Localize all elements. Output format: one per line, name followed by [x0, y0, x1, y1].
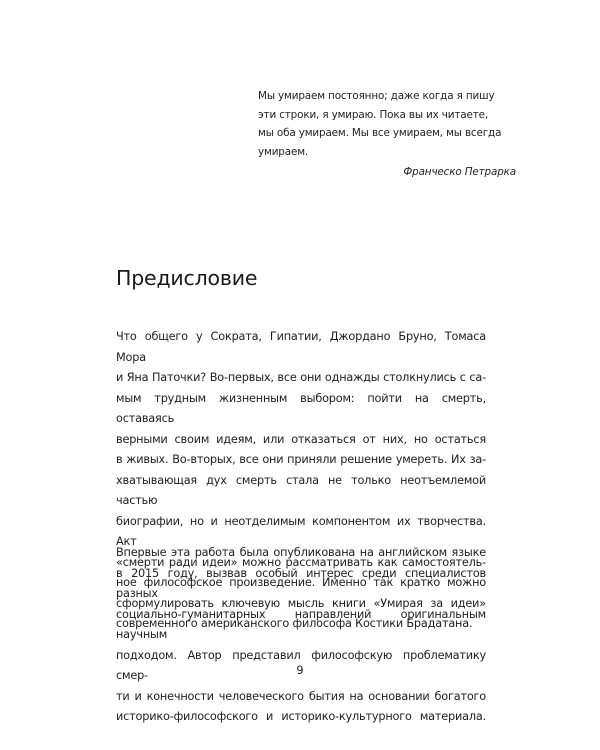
epigraph-line: эти строки, я умираю. Пока вы их читаете, — [258, 108, 489, 121]
paragraph-line: ти и конечности человеческого бытия на основании богатого — [116, 689, 486, 703]
paragraph-line: в 2015 году, вызвав особый интерес среди специалистов разных — [116, 566, 486, 600]
paragraph-line: биографии, но и неотделимым компонентом их творчества. Акт — [116, 514, 486, 548]
epigraph-author: Франческо Петрарка — [403, 166, 516, 178]
page-number: 9 — [296, 664, 304, 677]
paragraph-line: историко-философского и историко-культурного материала. — [116, 710, 486, 723]
paragraph-line: и Яна Паточки? Во-первых, все они однажды столкнулись с са- — [116, 371, 486, 384]
paragraph — [116, 543, 486, 728]
paragraph-line: Что общего у Сократа, Гипатии, Джордано Бруно, Томаса Мора — [116, 330, 486, 364]
epigraph-line: Мы умираем постоянно; даже когда я пишу — [258, 90, 495, 102]
paragraph-line: в живых. Во-вторых, все они приняли решение умереть. Их за- — [116, 453, 486, 466]
chapter-title: Предисловие — [116, 266, 258, 290]
paragraph-line: хватывающая дух смерть стала не только неотъемлемой частью — [116, 473, 486, 507]
paragraph-line: Впервые эта работа была опубликована на английском языке — [116, 546, 486, 559]
paragraph-line: сформулировать ключевую мысль книги «Умирая за идеи» — [116, 596, 486, 610]
epigraph-line: умираем. — [258, 145, 309, 158]
paragraph-line: ное философское произведение. Именно так кратко можно — [116, 576, 486, 589]
epigraph-line: мы оба умираем. Мы все умираем, мы всегда — [258, 127, 502, 140]
paragraph-line: мым трудным жизненным выбором: пойти на смерть, оставаясь — [116, 391, 486, 425]
epigraph — [258, 87, 516, 178]
paragraph-line: верными своим идеям, или отказаться от них, но остаться — [116, 432, 486, 446]
paragraph-line: социально-гуманитарных направлений оригинальным научным — [116, 607, 486, 641]
paragraph-line: современного американского философа Костики Брадатана. — [116, 617, 473, 630]
paragraph-line: подходом. Автор представил философскую проблематику смер- — [116, 648, 486, 682]
paragraph-line: «смерти ради идеи» можно рассматривать как самостоятель- — [116, 555, 486, 569]
